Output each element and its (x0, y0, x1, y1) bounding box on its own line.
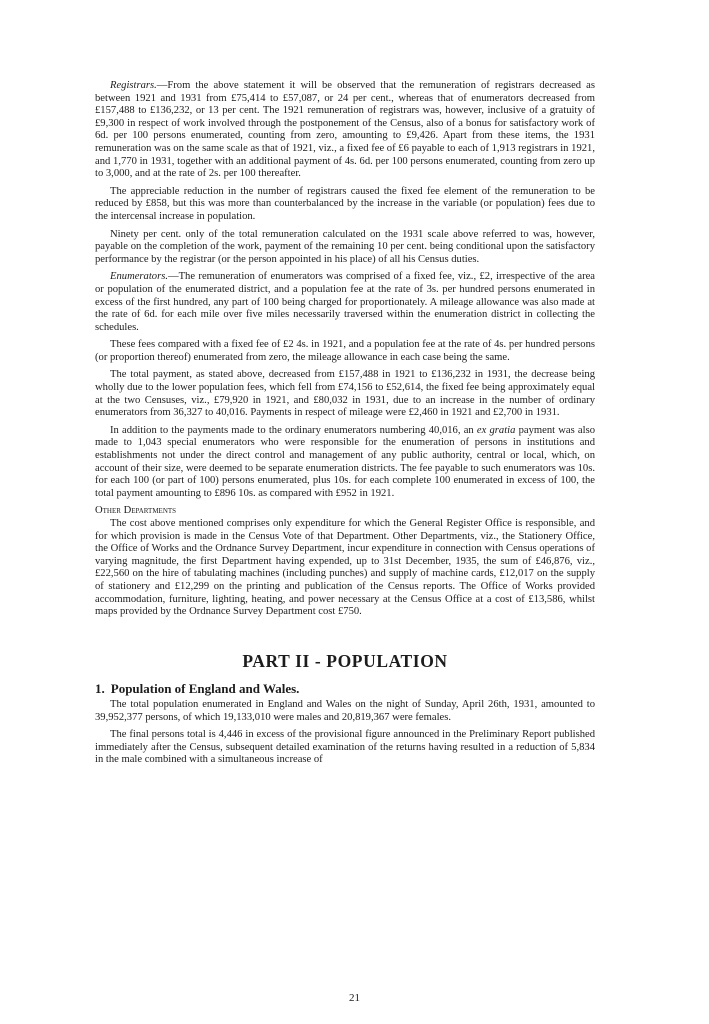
paragraph-text: payment was also made to 1,043 special enumerators who were responsible for the enumeration of persons in institutions and establishments not under the direct control and management of any public authority, central or local, which, on account of their size, were deemed to be separate enumeration districts. The fee payable to such enumerators was 10s. for each 100 (or part of 100) persons enumerated, plus 10s. for each complete 100 enumerated in excess of 100, the total payment amounting to £896 10s. as compared with £952 in 1921. (95, 424, 595, 499)
body-text (95, 80, 595, 772)
paragraph: The total payment, as stated above, decreased from £157,488 in 1921 to £136,232 in 1931, the decrease being wholly due to the lower population fees, which fell from £74,156 to £52,614, the fixed fee being approximately equal at the two Censuses, viz., £79,920 in 1921, and £80,032 in 1931, due to an increase in the number of ordinary enumerators from 36,327 to 40,016. Payments in respect of mileage were £2,460 in 1921 and £2,700 in 1931. (95, 369, 595, 419)
paragraph: These fees compared with a fixed fee of £2 4s. in 1921, and a population fee at the rate of 4s. per hundred persons (or proportion thereof) enumerated from zero, the mileage allowance in each case being the same. (95, 339, 595, 363)
paragraph (95, 425, 595, 501)
paragraph-lead: Enumerators. (110, 271, 168, 283)
paragraph: The total population enumerated in England and Wales on the night of Sunday, April 26th, 1931, amounted to 39,952,377 persons, of which 19,133,010 were males and 20,819,367 were females. (95, 698, 595, 723)
part-title: PART II - POPULATION (242, 650, 448, 671)
paragraph-text: —The remuneration of enumerators was comprised of a fixed fee, viz., £2, irrespective of the area or population of the enumerated district, and a population fee at the rate of 3s. per hundred persons enumerated in excess of the first hundred, any part of 100 being charged for proportionately. A mileage allowance was also made at the rate of 6d. for each mile over five miles necessarily traversed within the enumeration district in collecting the schedules. (95, 271, 595, 333)
paragraph-registrars (95, 80, 595, 181)
paragraph: The cost above mentioned comprises only expenditure for which the General Register Office is responsible, and for which provision is made in the Census Vote of that Department. Other Departments, viz., the Stationery Office, the Office of Works and the Ordnance Survey Department, incur expenditure in connection with Census operations of varying magnitude, the first Department having expended, up to 31st December, 1935, the sum of £46,876, viz., £22,560 on the hire of tabulating machines (including punches) and supply of machine cards, £12,017 on the supply of stationery and £12,299 on the printing and publication of the Census reports. The Office of Works provided accommodation, furniture, lighting, heating, and power necessary at the Census Office at a cost of £13,586, whilst maps provided by the Ordnance Survey Department cost £750. (95, 518, 595, 618)
paragraph-lead: Registrars. (110, 80, 157, 91)
section-title: Population of England and Wales. (110, 681, 300, 697)
paragraph-text: —From the above statement it will be observed that the remuneration of registrars decreased as between 1921 and 1931 from £75,414 to £57,087, or 24 per cent., whereas that of enumerators decreased from £157,488 to £136,232, or 13 per cent. The 1921 remuneration of registrars was, however, inclusive of a gratuity of £9,300 in respect of work involved through the postponement of the Census, also of a bonus for satisfactory work of 6d. per 100 persons enumerated, counting from zero, amounting to £9,426. Apart from these items, the 1931 remuneration was on the same scale as that of 1921, viz., a fixed fee of £6 payable to each of 1,913 registrars in 1921, and 1,770 in 1931, together with an additional payment of 4s. 6d. per 100 persons enumerated, counting from zero up to 3,000, and at the rate of 2s. per 100 thereafter. (95, 80, 595, 180)
section-heading (95, 683, 595, 696)
paragraph: The appreciable reduction in the number of registrars caused the fixed fee element of the remuneration to be reduced by £858, but this was more than counterbalanced by the increase in the variable (or population) fees due to the intercensal increase in population. (95, 185, 595, 222)
paragraph-enumerators (95, 271, 595, 334)
emphasis-text: ex gratia (476, 424, 516, 436)
paragraph: Ninety per cent. only of the total remuneration calculated on the 1931 scale above referred to was, however, payable on the completion of the work, payment of the remaining 10 per cent. being conditional upon the satisfactory performance by the registrar (or the person appointed in his place) of all his Census duties. (95, 228, 595, 265)
subsection-heading: Other Departments (95, 505, 177, 517)
paragraph-text: In addition to the payments made to the ordinary enumerators numbering 40,016, an (110, 424, 477, 436)
section-number: 1. (95, 681, 105, 697)
paragraph: The final persons total is 4,446 in excess of the provisional figure announced in the Preliminary Report published immediately after the Census, subsequent detailed examination of the returns having resulted in a reduction of 5,834 in the male combined with a simultaneous increase of (95, 729, 595, 766)
page-number: 21 (349, 992, 360, 1004)
